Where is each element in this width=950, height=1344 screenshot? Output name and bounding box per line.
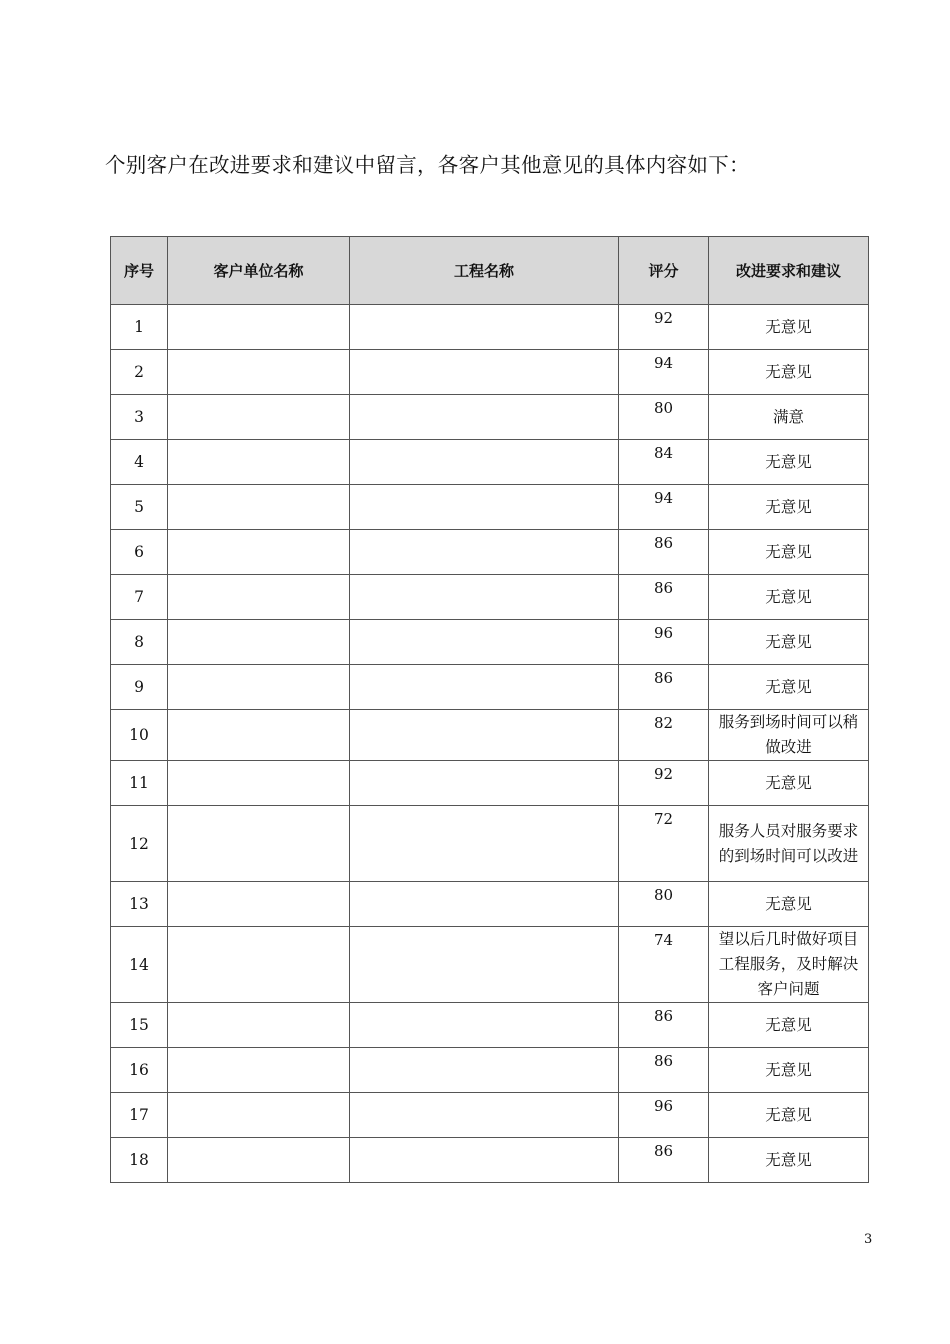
score-cell: 80 <box>619 882 709 927</box>
header-no: 序号 <box>111 237 168 305</box>
project-name-cell <box>350 927 619 1003</box>
score-cell: 82 <box>619 710 709 761</box>
table-row <box>111 710 869 761</box>
row-number-cell: 18 <box>111 1138 168 1183</box>
table-row <box>111 1003 869 1048</box>
client-name-cell <box>168 1048 350 1093</box>
row-number-cell: 11 <box>111 761 168 806</box>
client-name-cell <box>168 350 350 395</box>
project-name-cell <box>350 1093 619 1138</box>
project-name-cell <box>350 1138 619 1183</box>
table-row <box>111 1138 869 1183</box>
row-number-cell: 14 <box>111 927 168 1003</box>
table-row <box>111 1048 869 1093</box>
client-name-cell <box>168 1138 350 1183</box>
project-name-cell <box>350 1048 619 1093</box>
project-name-cell <box>350 350 619 395</box>
table-row <box>111 305 869 350</box>
row-number-cell: 6 <box>111 530 168 575</box>
project-name-cell <box>350 440 619 485</box>
score-cell: 74 <box>619 927 709 1003</box>
customer-feedback-table <box>110 236 869 1183</box>
advice-cell: 无意见 <box>709 350 869 395</box>
row-number-cell: 5 <box>111 485 168 530</box>
client-name-cell <box>168 665 350 710</box>
client-name-cell <box>168 305 350 350</box>
score-cell: 86 <box>619 1048 709 1093</box>
advice-cell: 无意见 <box>709 882 869 927</box>
advice-cell: 无意见 <box>709 485 869 530</box>
score-cell: 96 <box>619 620 709 665</box>
table-row <box>111 440 869 485</box>
table-header-row <box>111 237 869 305</box>
table-row <box>111 1093 869 1138</box>
advice-cell: 望以后几时做好项目工程服务，及时解决客户问题 <box>709 927 869 1003</box>
client-name-cell <box>168 1003 350 1048</box>
row-number-cell: 4 <box>111 440 168 485</box>
score-cell: 86 <box>619 575 709 620</box>
client-name-cell <box>168 1093 350 1138</box>
project-name-cell <box>350 620 619 665</box>
row-number-cell: 17 <box>111 1093 168 1138</box>
score-cell: 86 <box>619 1003 709 1048</box>
advice-cell: 服务到场时间可以稍做改进 <box>709 710 869 761</box>
project-name-cell <box>350 1003 619 1048</box>
header-project: 工程名称 <box>350 237 619 305</box>
client-name-cell <box>168 575 350 620</box>
project-name-cell <box>350 710 619 761</box>
advice-cell: 满意 <box>709 395 869 440</box>
row-number-cell: 7 <box>111 575 168 620</box>
advice-cell: 无意见 <box>709 1048 869 1093</box>
score-cell: 96 <box>619 1093 709 1138</box>
table-row <box>111 620 869 665</box>
advice-cell: 服务人员对服务要求的到场时间可以改进 <box>709 806 869 882</box>
client-name-cell <box>168 882 350 927</box>
row-number-cell: 15 <box>111 1003 168 1048</box>
score-cell: 72 <box>619 806 709 882</box>
project-name-cell <box>350 575 619 620</box>
project-name-cell <box>350 395 619 440</box>
client-name-cell <box>168 927 350 1003</box>
table-row <box>111 395 869 440</box>
client-name-cell <box>168 440 350 485</box>
row-number-cell: 10 <box>111 710 168 761</box>
page-number: 3 <box>864 1232 873 1247</box>
table-row <box>111 350 869 395</box>
row-number-cell: 2 <box>111 350 168 395</box>
table-row <box>111 761 869 806</box>
row-number-cell: 12 <box>111 806 168 882</box>
table-row <box>111 927 869 1003</box>
table-row <box>111 806 869 882</box>
score-cell: 92 <box>619 305 709 350</box>
advice-cell: 无意见 <box>709 761 869 806</box>
score-cell: 84 <box>619 440 709 485</box>
project-name-cell <box>350 882 619 927</box>
client-name-cell <box>168 710 350 761</box>
client-name-cell <box>168 485 350 530</box>
header-advice: 改进要求和建议 <box>709 237 869 305</box>
project-name-cell <box>350 761 619 806</box>
advice-cell: 无意见 <box>709 1093 869 1138</box>
advice-cell: 无意见 <box>709 620 869 665</box>
project-name-cell <box>350 305 619 350</box>
advice-cell: 无意见 <box>709 1138 869 1183</box>
client-name-cell <box>168 395 350 440</box>
advice-cell: 无意见 <box>709 575 869 620</box>
intro-paragraph: 个别客户在改进要求和建议中留言，各客户其他意见的具体内容如下： <box>105 153 750 177</box>
header-client: 客户单位名称 <box>168 237 350 305</box>
client-name-cell <box>168 806 350 882</box>
row-number-cell: 8 <box>111 620 168 665</box>
project-name-cell <box>350 530 619 575</box>
score-cell: 86 <box>619 1138 709 1183</box>
advice-cell: 无意见 <box>709 305 869 350</box>
client-name-cell <box>168 761 350 806</box>
score-cell: 86 <box>619 665 709 710</box>
advice-cell: 无意见 <box>709 665 869 710</box>
score-cell: 86 <box>619 530 709 575</box>
table-row <box>111 665 869 710</box>
row-number-cell: 16 <box>111 1048 168 1093</box>
table-row <box>111 530 869 575</box>
project-name-cell <box>350 485 619 530</box>
row-number-cell: 9 <box>111 665 168 710</box>
header-score: 评分 <box>619 237 709 305</box>
advice-cell: 无意见 <box>709 440 869 485</box>
row-number-cell: 1 <box>111 305 168 350</box>
score-cell: 92 <box>619 761 709 806</box>
advice-cell: 无意见 <box>709 1003 869 1048</box>
table-body <box>111 305 869 1183</box>
project-name-cell <box>350 806 619 882</box>
client-name-cell <box>168 620 350 665</box>
advice-cell: 无意见 <box>709 530 869 575</box>
project-name-cell <box>350 665 619 710</box>
row-number-cell: 3 <box>111 395 168 440</box>
table-row <box>111 485 869 530</box>
table-row <box>111 882 869 927</box>
table-row <box>111 575 869 620</box>
score-cell: 94 <box>619 485 709 530</box>
row-number-cell: 13 <box>111 882 168 927</box>
score-cell: 80 <box>619 395 709 440</box>
client-name-cell <box>168 530 350 575</box>
score-cell: 94 <box>619 350 709 395</box>
